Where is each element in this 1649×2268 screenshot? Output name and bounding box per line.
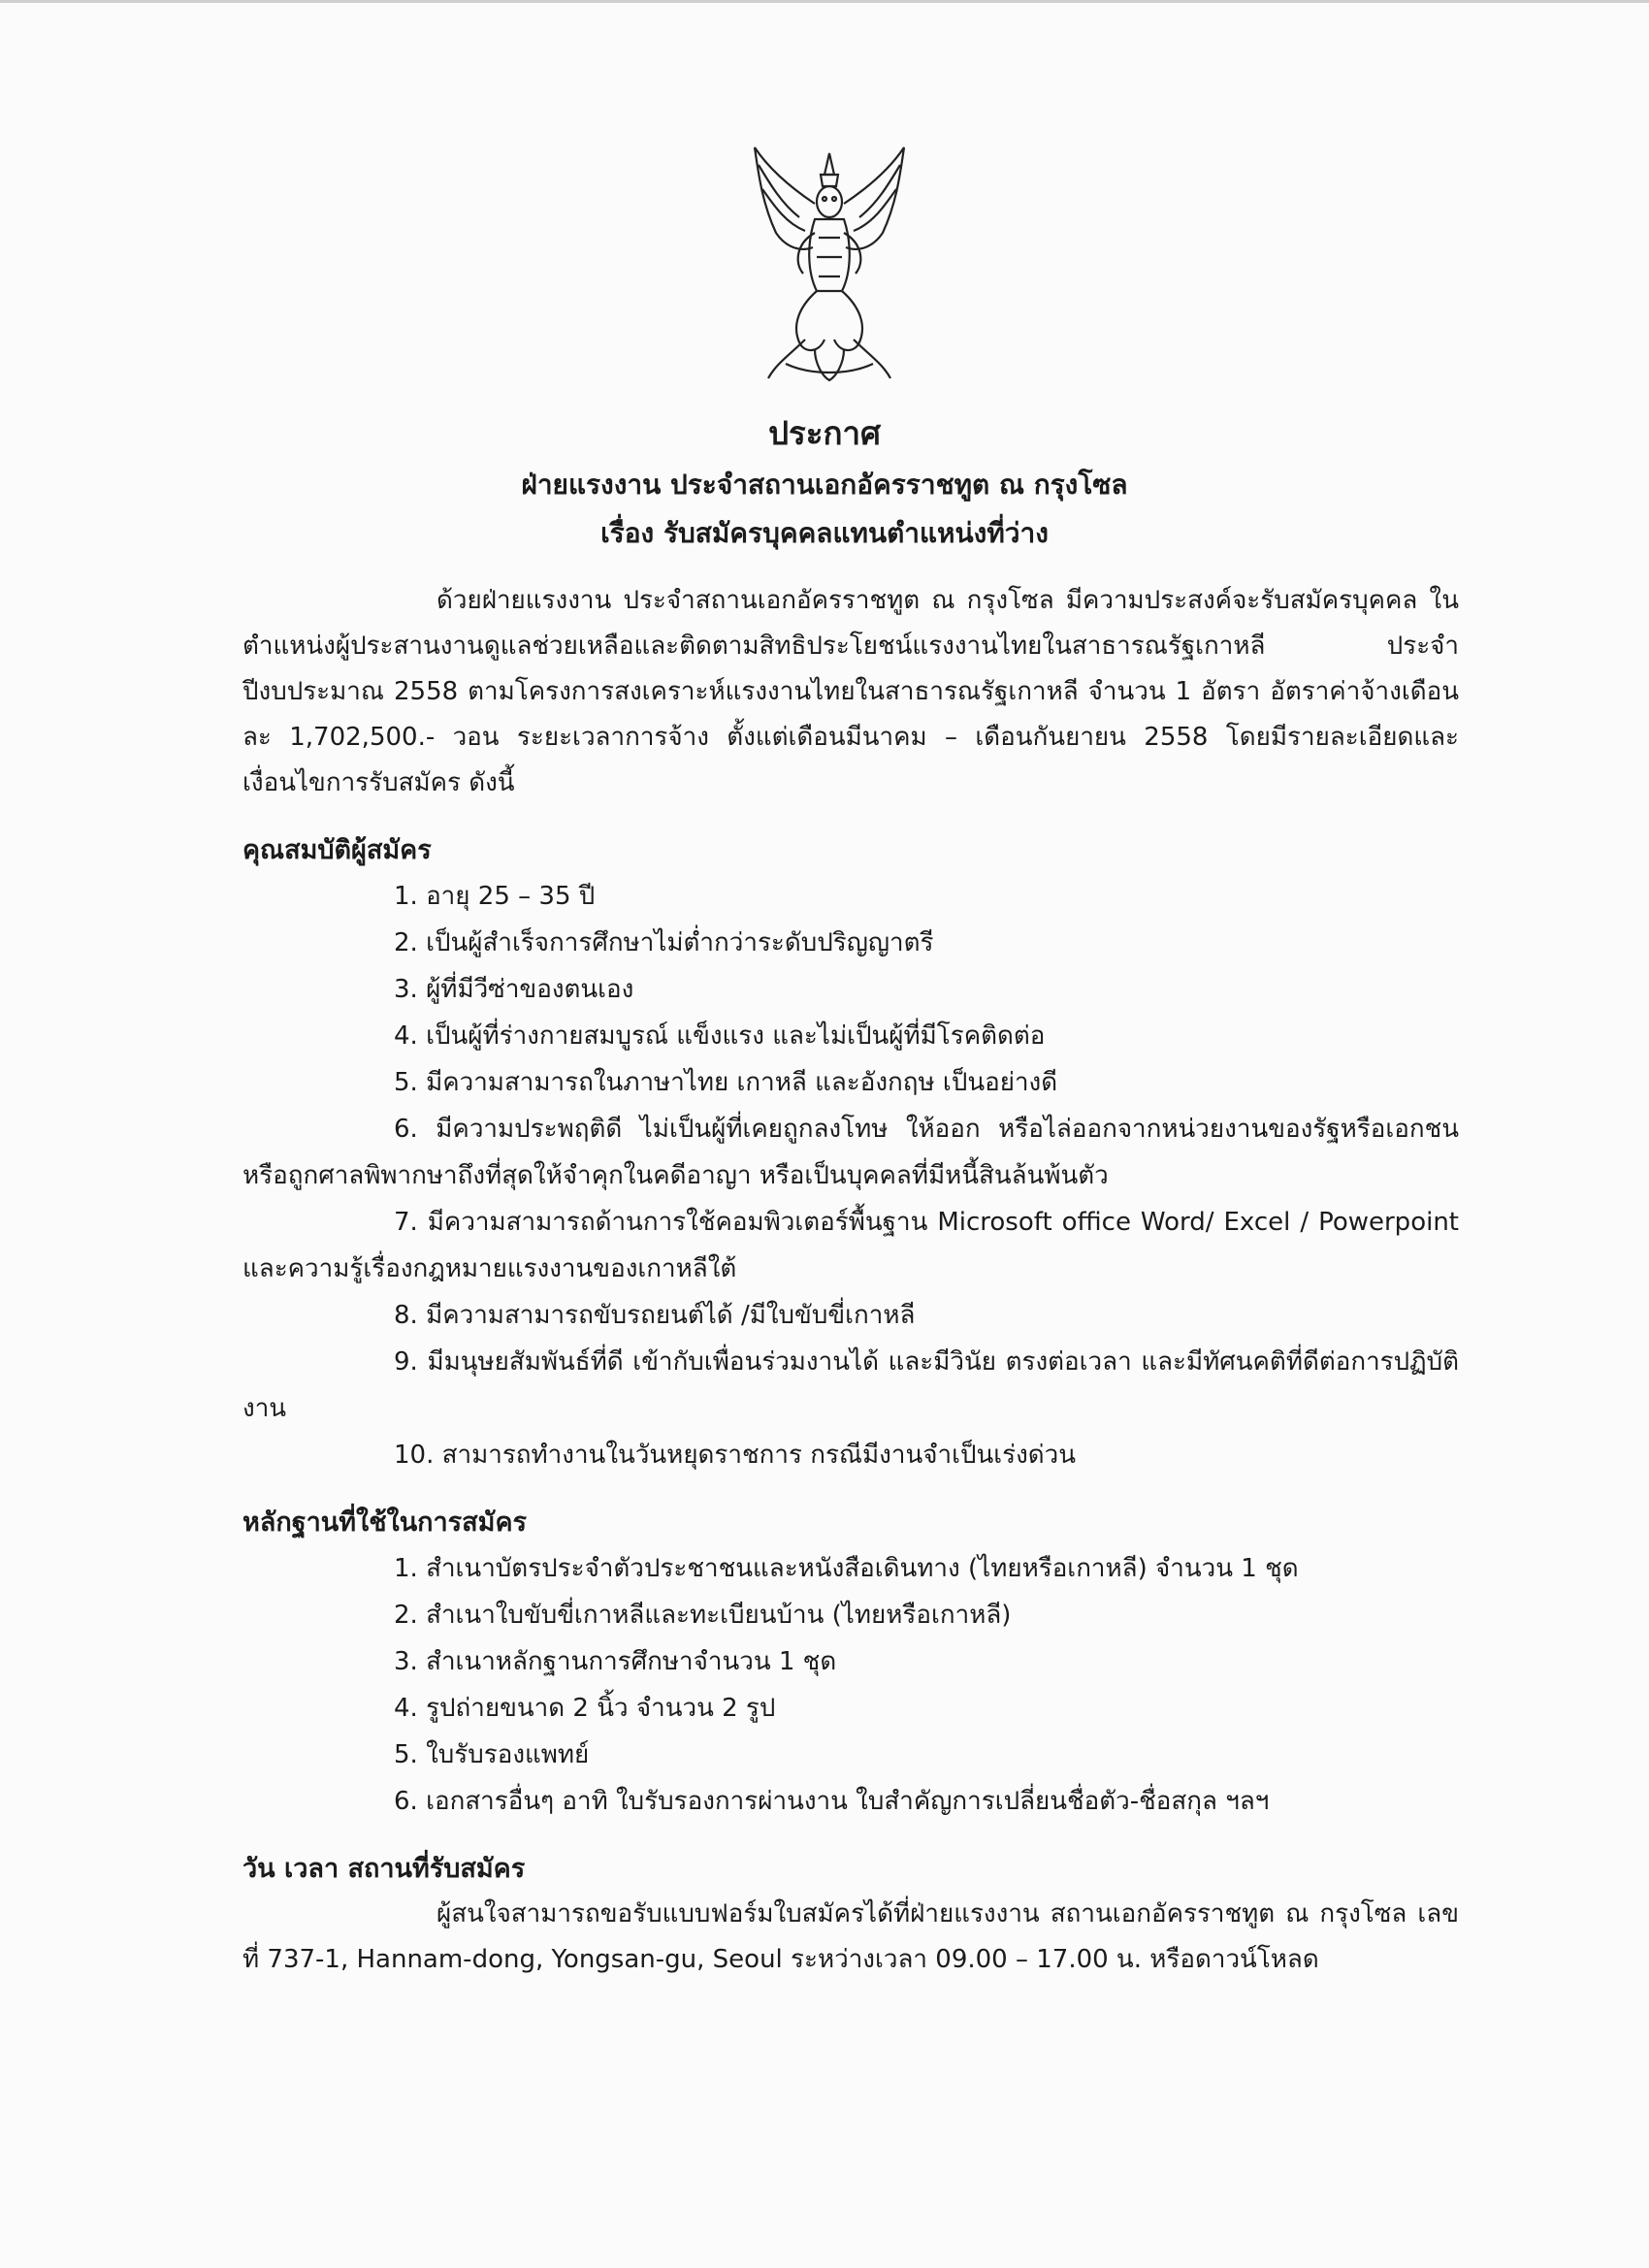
intro-paragraph: ด้วยฝ่ายแรงงาน ประจำสถานเอกอัครราชทูต ณ กรุงโซล มีความประสงค์จะรับสมัครบุคคล ในตำแหน่งผู้ประสานงานดูแลช่วยเหลือและติดตามสิทธิประโยชน์แรงงานไทยในสาธารณรัฐเกาหลี ประจำปีงบประมาณ 2558 ตามโครงการสงเคราะห์แรงงานไทยในสาธารณรัฐเกาหลี จำนวน 1 อัตรา อัตราค่าจ้างเดือนละ 1,702,500.- วอน ระยะเวลาการจ้าง ตั้งแต่เดือนมีนาคม – เดือนกันยายน 2558 โดยมีรายละเอียดและเงื่อนไขการรับสมัคร ดังนี้ <box>242 586 1459 797</box>
list-item: 5. มีความสามารถในภาษาไทย เกาหลี และอังกฤษ เป็นอย่างดี <box>394 1068 1058 1097</box>
list-item: 7. มีความสามารถด้านการใช้คอมพิวเตอร์พื้นฐาน Microsoft office Word/ Excel / Powerpoint และความรู้เรื่องกฎหมายแรงงานของเกาหลีใต้ <box>242 1208 1459 1283</box>
subject-line: เรื่อง รับสมัครบุคคลแทนตำแหน่งที่ว่าง <box>600 517 1049 549</box>
list-item: 1. สำเนาบัตรประจำตัวประชาชนและหนังสือเดินทาง (ไทยหรือเกาหลี) จำนวน 1 ชุด <box>394 1554 1299 1583</box>
list-item: 6. เอกสารอื่นๆ อาทิ ใบรับรองการผ่านงาน ใบสำคัญการเปลี่ยนชื่อตัว-ชื่อสกุล ฯลฯ <box>394 1787 1270 1816</box>
scan-edge <box>0 0 1649 3</box>
document-body <box>242 578 1459 1983</box>
list-item: 5. ใบรับรองแพทย์ <box>394 1740 590 1769</box>
list-item: 4. เป็นผู้ที่ร่างกายสมบูรณ์ แข็งแรง และไม่เป็นผู้ที่มีโรคติดต่อ <box>394 1021 1046 1051</box>
list-item: 6. มีความประพฤติดี ไม่เป็นผู้ที่เคยถูกลงโทษ ให้ออก หรือไล่ออกจากหน่วยงานของรัฐหรือเอกชน หรือถูกศาลพิพากษาถึงที่สุดให้จำคุกในคดีอาญา หรือเป็นบุคคลที่มีหนี้สินล้นพ้นตัว <box>242 1115 1459 1190</box>
list-item: 4. รูปถ่ายขนาด 2 นิ้ว จำนวน 2 รูป <box>394 1694 776 1723</box>
section-heading-application: วัน เวลา สถานที่รับสมัคร <box>242 1854 526 1884</box>
list-item: 1. อายุ 25 – 35 ปี <box>394 882 596 911</box>
page-title: ประกาศ <box>768 414 881 452</box>
section-heading-documents: หลักฐานที่ใช้ในการสมัคร <box>242 1507 528 1538</box>
section-heading-qualifications: คุณสมบัติผู้สมัคร <box>242 835 432 865</box>
garuda-emblem-icon <box>747 146 912 383</box>
list-item: 3. สำเนาหลักฐานการศึกษาจำนวน 1 ชุด <box>394 1647 837 1676</box>
issuer-line: ฝ่ายแรงงาน ประจำสถานเอกอัครราชทูต ณ กรุงโซล <box>521 469 1128 501</box>
list-item: 9. มีมนุษยสัมพันธ์ที่ดี เข้ากับเพื่อนร่วมงานได้ และมีวินัย ตรงต่อเวลา และมีทัศนคติที่ดีต่อการปฏิบัติงาน <box>242 1347 1459 1423</box>
list-item: 10. สามารถทำงานในวันหยุดราชการ กรณีมีงานจำเป็นเร่งด่วน <box>394 1441 1077 1470</box>
application-paragraph: ผู้สนใจสามารถขอรับแบบฟอร์มใบสมัครได้ที่ฝ่ายแรงงาน สถานเอกอัครราชทูต ณ กรุงโซล เลขที่ 737-1, Hannam-dong, Yongsan-gu, Seoul ระหว่างเวลา 09.00 – 17.00 น. หรือดาวน์โหลด <box>242 1899 1459 1974</box>
list-item: 2. สำเนาใบขับขี่เกาหลีและทะเบียนบ้าน (ไทยหรือเกาหลี) <box>394 1601 1012 1630</box>
list-item: 2. เป็นผู้สำเร็จการศึกษาไม่ต่ำกว่าระดับปริญญาตรี <box>394 928 934 957</box>
list-item: 8. มีความสามารถขับรถยนต์ได้ /มีใบขับขี่เกาหลี <box>394 1301 916 1330</box>
list-item: 3. ผู้ที่มีวีซ่าของตนเอง <box>394 975 634 1004</box>
